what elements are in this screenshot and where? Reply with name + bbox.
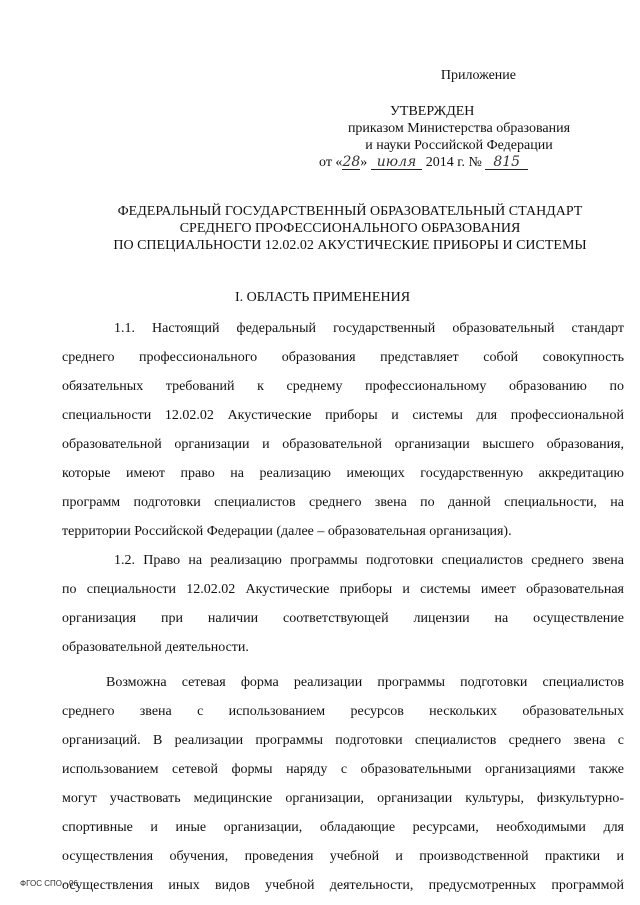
order-date: [319, 154, 599, 171]
text-line: образовательной организации и образовательной организации высшего образования,: [62, 437, 624, 452]
date-prefix: от «: [319, 155, 343, 170]
text-line: использованием сетевой формы наряду с образовательными организациями также: [62, 762, 624, 777]
text-line: осуществления обучения, проведения учебной и производственной практики и: [62, 849, 624, 864]
date-day: 28: [342, 154, 361, 170]
approved-label: УТВЕРЖДЕН: [390, 104, 475, 119]
title-line-3: ПО СПЕЦИАЛЬНОСТИ 12.02.02 АКУСТИЧЕСКИЕ ПРИБОРЫ И СИСТЕМЫ: [113, 238, 587, 253]
text-line: специальности 12.02.02 Акустические приборы и системы для профессиональной: [62, 408, 624, 423]
title-line-2: СРЕДНЕГО ПРОФЕССИОНАЛЬНОГО ОБРАЗОВАНИЯ: [179, 221, 521, 236]
section-heading: I. ОБЛАСТЬ ПРИМЕНЕНИЯ: [235, 290, 411, 305]
text-line: 1.1. Настоящий федеральный государственный образовательный стандарт: [114, 321, 624, 336]
paragraph-network-form: [62, 668, 624, 900]
appendix-label: Приложение: [440, 68, 516, 83]
text-line: обязательных требований к среднему профессиональному образованию по: [62, 379, 624, 394]
date-month: июля: [371, 155, 423, 170]
order-reference: [319, 120, 599, 171]
text-line: 1.2. Право на реализацию программы подготовки специалистов среднего звена: [114, 553, 624, 568]
date-mid: »: [360, 155, 368, 170]
text-line: организаций. В реализации программы подготовки специалистов среднего звена с: [62, 733, 624, 748]
text-line: по специальности 12.02.02 Акустические приборы и системы имеет образовательная: [62, 582, 624, 597]
order-number: 815: [485, 155, 528, 170]
text-line: Возможна сетевая форма реализации программы подготовки специалистов: [106, 675, 624, 690]
order-line-2: и науки Российской Федерации: [365, 138, 553, 153]
text-line: среднего профессионального образования представляет собой совокупность: [62, 350, 624, 365]
paragraph-1-1: [62, 314, 624, 546]
text-line: среднего звена с использованием ресурсов нескольких образовательных: [62, 704, 624, 719]
standard-title: [60, 203, 640, 254]
text-line: территории Российской Федерации (далее – образовательная организация).: [62, 524, 512, 539]
text-line: могут участвовать медицинские организации, организации культуры, физкультурно-: [62, 791, 624, 806]
title-line-1: ФЕДЕРАЛЬНЫЙ ГОСУДАРСТВЕННЫЙ ОБРАЗОВАТЕЛЬНЫЙ СТАНДАРТ: [117, 204, 583, 219]
text-line: которые имеют право на реализацию имеющих государственную аккредитацию: [62, 466, 624, 481]
paragraph-1-2: [62, 546, 624, 662]
text-line: осуществления иных видов учебной деятельности, предусмотренных программой: [62, 878, 624, 893]
text-line: программ подготовки специалистов среднего звена по данной специальности, на: [62, 495, 624, 510]
text-line: спортивные и иные организации, обладающие ресурсами, необходимыми для: [62, 820, 624, 835]
date-year: 2014 г. №: [425, 155, 482, 170]
body-text: [62, 314, 624, 900]
order-line-1: приказом Министерства образования: [347, 121, 571, 136]
text-line: организация при наличии соответствующей лицензии на осуществление: [62, 611, 624, 626]
text-line: образовательной деятельности.: [62, 640, 249, 655]
footer-code: ФГОС СПО - 06: [20, 879, 78, 888]
